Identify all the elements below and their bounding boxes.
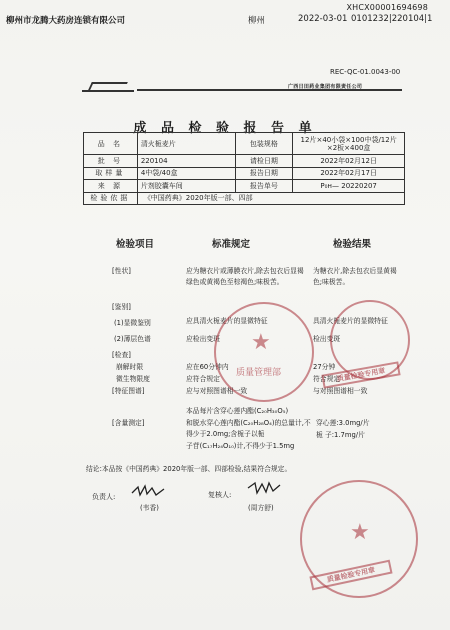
header-date: 2022-03-01 [298,14,348,24]
product-info-table [83,132,405,205]
microbial-standard: 应符合规定 [186,375,220,383]
reviewer-label: 复核人: [208,491,232,499]
microscopic-standard: 应具清火栀麦片的显微特征 [186,317,268,325]
batch-label: 批 号 [84,155,138,168]
assay-label: [含量测定] [112,419,145,427]
disintegration-standard: 应在60分钟内 [186,363,229,371]
letterhead-rule [137,89,402,91]
column-standard-header: 标准规定 [212,239,251,250]
distribution-header [6,14,444,28]
manufacturer-name: 广西日田药业集团有限责任公司 [288,84,363,90]
spec-value: 12片×40小袋×100中袋/12片×2板×400盒 [293,133,405,155]
fingerprint-label: [特征图谱] [112,387,145,395]
tlc-result: 检出变斑 [313,335,341,343]
disintegration-label: 崩解时限 [116,363,144,371]
traits-standard: 应为糖衣片或薄膜衣片,除去包衣后显褐绿色或黄褐色至棕褐色;味极苦。 [186,267,304,286]
report-no-value: P₀н— 20220207 [293,180,405,193]
assay-result-gardenia: 栀 子:1.7mg/片 [316,431,365,439]
form-number: REC-QC-01.0043-00 [330,68,401,76]
qa-department-seal-text: 质量管理部 [236,368,282,378]
source-value: 片剂胶囊车间 [137,180,235,193]
logo-mark-icon [82,80,134,92]
traits-result: 为糖衣片,除去包衣后显黄褐色;味极苦。 [313,267,397,286]
batch-value: 220104 [137,155,235,168]
request-date-label: 请检日期 [235,155,293,168]
conclusion: 结论:本品按《中国药典》2020年版一部、四部检验,结果符合规定。 [86,465,292,473]
assay-standard-line-1: 本品每片含穿心莲内酯(C₂₀H₃₀O₅) [186,407,289,415]
spec-label: 包装规格 [235,133,293,155]
microbial-result: 符合规定 [313,375,341,383]
identification-label: [鉴别] [112,303,131,311]
responsible-name: (韦香) [140,504,159,512]
report-date-value: 2022年02月17日 [293,167,405,180]
microbial-label: 微生物限度 [116,375,150,383]
tlc-standard: 应检出变斑 [186,335,220,343]
column-result-header: 检验结果 [333,239,372,250]
check-label: [检查] [112,351,131,359]
city: 柳州 [248,16,266,26]
fingerprint-standard: 应与对照图谱相一致 [186,387,248,395]
request-date-value: 2022年02月12日 [293,155,405,168]
quantity-value: 4中袋/40盒 [137,167,235,180]
product-value: 清火栀麦片 [137,133,235,155]
product-label: 品 名 [84,133,138,155]
qc-seal-lower-text: 质量检验专用章 [309,560,392,591]
responsible-signature [130,483,166,499]
microscopic-label: (1)显微鉴别 [114,319,151,327]
microscopic-result: 具清火栀麦片的显微特征 [313,317,388,325]
assay-standard-line-2: 和脱水穿心莲内酯(C₂₀H₂₈O₄)的总量计,不得少于2.0mg;含栀子以栀 [186,419,311,438]
responsible-label: 负责人: [92,493,116,501]
source-label: 来 源 [84,180,138,193]
pharmacy-name: 柳州市龙腾大药房连锁有限公司 [6,16,126,26]
assay-result-andrographolide: 穿心莲:3.0mg/片 [316,419,370,427]
quantity-label: 取样量 [84,167,138,180]
seal-star-lower-icon: ★ [350,520,370,545]
basis-label: 检验依据 [84,192,138,205]
header-code: 0101232|220104|1 [351,14,433,24]
report-title: 成 品 检 验 报 告 单 [133,121,317,136]
tlc-label: (2)薄层色谱 [114,335,151,343]
reviewer-signature [246,480,282,496]
seal-star-icon: ★ [251,330,271,355]
column-item-header: 检验项目 [116,239,155,250]
document-id: XHCX00001694698 [346,3,428,12]
basis-value: 《中国药典》2020年版一部、四部 [137,192,404,205]
assay-standard-line-3: 子苷(C₁₇H₂₄O₁₀)计,不得少于1.5mg [186,442,295,450]
report-no-label: 报告单号 [235,180,293,193]
traits-label: [性状] [112,267,131,275]
disintegration-result: 27分钟 [313,363,336,371]
reviewer-name: (周方舒) [248,504,274,512]
report-date-label: 报告日期 [235,167,293,180]
qc-seal-upper-text: 质量检验专用章 [321,361,400,388]
fingerprint-result: 与对照图谱相一致 [313,387,368,395]
